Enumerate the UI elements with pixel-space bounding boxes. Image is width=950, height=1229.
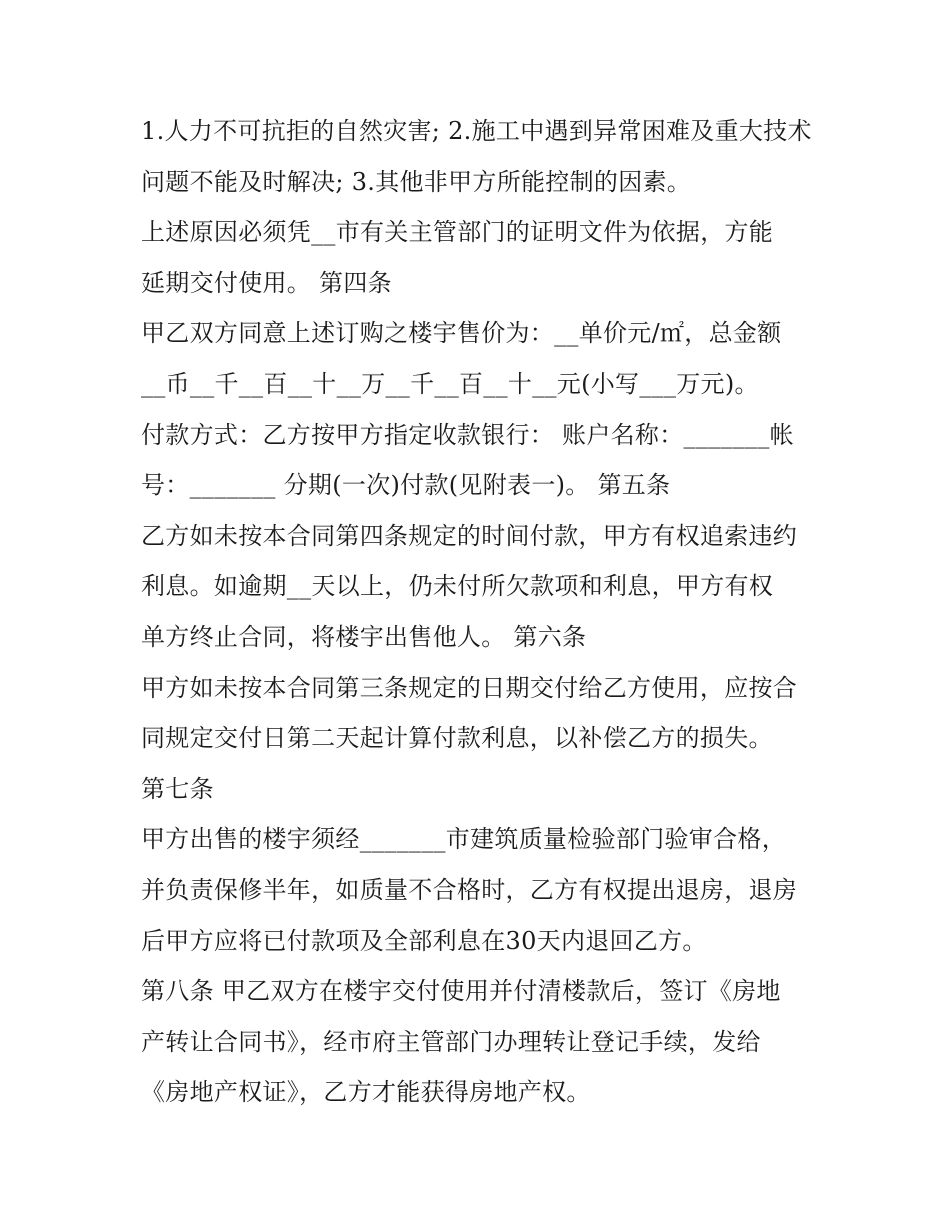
text-line-10: 利息。如逾期__天以上，仍未付所欠款项和利息，甲方有权 (141, 572, 774, 601)
text-line-6: __币__千__百__十__万__千__百__十__元(小写___万元)。 (141, 369, 759, 398)
text-line-3: 上述原因必须凭__市有关主管部门的证明文件为依据，方能 (141, 218, 774, 247)
text-line-14: 第七条 (141, 774, 214, 803)
text-line-5: 甲乙双方同意上述订购之楼宇售价为：__单价元/㎡，总金额 (141, 319, 782, 348)
text-line-16: 并负责保修半年，如质量不合格时，乙方有权提出退房，退房 (141, 875, 798, 904)
text-line-2: 问题不能及时解决; 3.其他非甲方所能控制的因素。 (141, 167, 692, 196)
text-line-8: 号：_______ 分期(一次)付款(见附表一)。 第五条 (141, 471, 671, 500)
text-line-9: 乙方如未按本合同第四条规定的时间付款，甲方有权追索违约 (141, 521, 798, 550)
text-line-11: 单方终止合同，将楼宇出售他人。 第六条 (141, 622, 587, 651)
text-line-15: 甲方出售的楼宇须经_______市建筑质量检验部门验审合格， (141, 825, 786, 854)
text-line-4: 延期交付使用。 第四条 (141, 268, 392, 297)
text-line-13: 同规定交付日第二天起计算付款利息，以补偿乙方的损失。 (141, 724, 773, 753)
text-line-12: 甲方如未按本合同第三条规定的日期交付给乙方使用，应按合 (141, 673, 798, 702)
text-line-7: 付款方式：乙方按甲方指定收款银行： 账户名称：_______帐 (141, 420, 794, 449)
document-body (141, 106, 821, 1118)
text-line-18: 第八条 甲乙双方在楼宇交付使用并付清楼款后，签订《房地 (141, 977, 781, 1006)
text-line-20: 《房地产权证》，乙方才能获得房地产权。 (141, 1078, 591, 1107)
text-line-19: 产转让合同书》，经市府主管部门办理转让登记手续，发给 (141, 1027, 761, 1056)
text-line-1: 1.人力不可抗拒的自然灾害; 2.施工中遇到异常困难及重大技术 (141, 117, 812, 145)
text-line-17: 后甲方应将已付款项及全部利息在30天内退回乙方。 (141, 926, 707, 955)
